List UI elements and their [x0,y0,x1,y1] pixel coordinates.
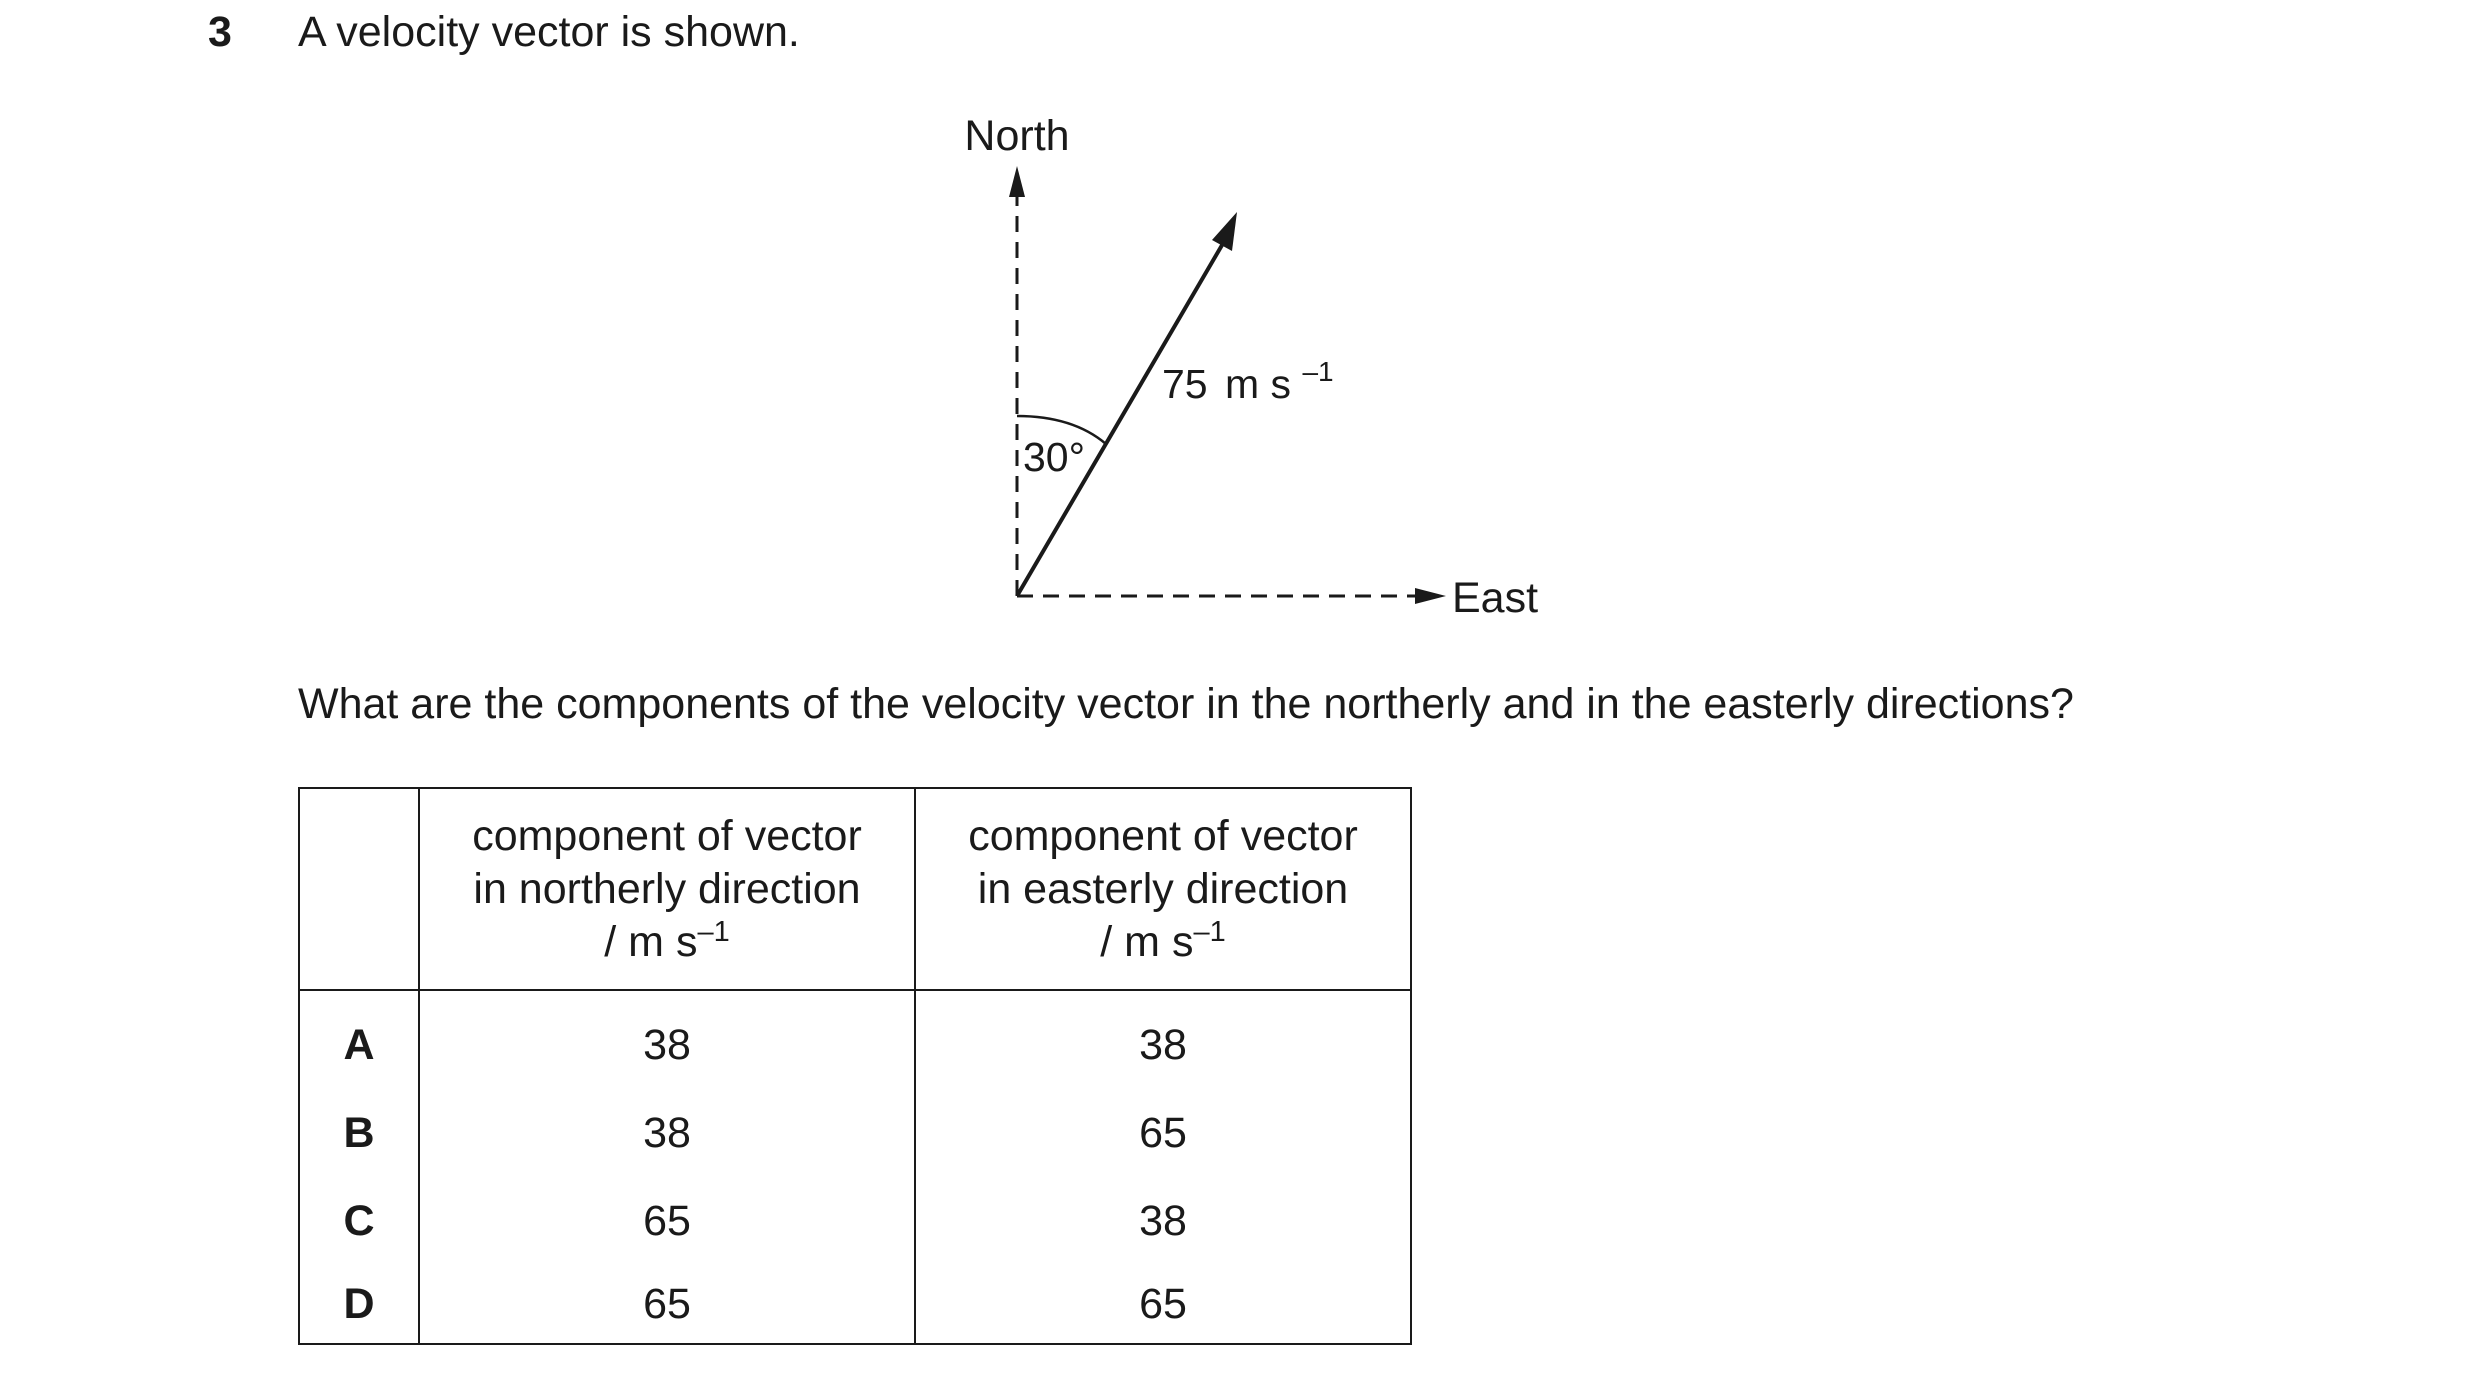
header-east-unit-exponent: –1 [1193,915,1226,948]
option-letter[interactable]: C [299,1177,419,1265]
velocity-arrowhead-icon [1212,212,1237,251]
east-label: East [1452,574,1539,622]
north-arrowhead-icon [1009,166,1025,197]
option-letter[interactable]: A [299,990,419,1089]
header-north-line1: component of vector [472,811,862,860]
header-blank-cell [299,788,419,990]
east-arrowhead-icon [1415,588,1446,604]
east-value: 65 [915,1089,1411,1177]
magnitude-value: 75 [1162,361,1208,407]
velocity-vector-diagram [0,0,2480,680]
header-north-line2: in northerly direction [473,864,861,913]
angle-label: 30° [1023,434,1086,480]
magnitude-label [1162,356,1334,407]
header-east-line1: component of vector [968,811,1358,860]
header-east-component [915,788,1411,990]
table-row [299,1265,1411,1344]
question-stem: A velocity vector is shown. [298,8,800,56]
table-row [299,1089,1411,1177]
north-value: 38 [419,990,915,1089]
answer-table [298,787,1412,1345]
header-north-unit-exponent: –1 [697,915,730,948]
header-east-line2: in easterly direction [977,864,1349,913]
table-row [299,990,1411,1089]
north-value: 65 [419,1265,915,1344]
table-header-row [299,788,1411,990]
north-value: 65 [419,1177,915,1265]
question-number: 3 [208,8,232,56]
east-value: 38 [915,1177,1411,1265]
north-label: North [964,112,1070,160]
north-value: 38 [419,1089,915,1177]
header-north-unit [420,916,914,969]
magnitude-exponent: –1 [1302,356,1334,387]
table-row [299,1177,1411,1265]
header-east-unit [916,916,1410,969]
header-north-unit-text: / m s [604,917,698,966]
header-east-unit-text: / m s [1100,917,1194,966]
east-value: 38 [915,990,1411,1089]
magnitude-unit: m s [1225,361,1292,407]
header-north-component [419,788,915,990]
question-prompt: What are the components of the velocity vector in the northerly and in the easterly directions? [298,680,2074,728]
option-letter[interactable]: B [299,1089,419,1177]
option-letter[interactable]: D [299,1265,419,1344]
east-value: 65 [915,1265,1411,1344]
